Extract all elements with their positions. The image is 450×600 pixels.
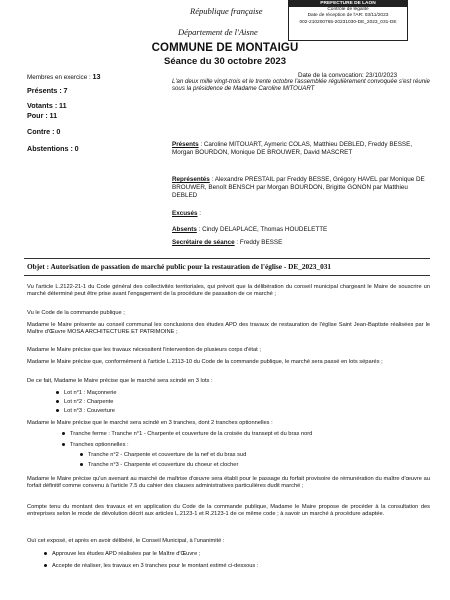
stat-votants-label: Votants : — [27, 101, 58, 110]
stamp-line-3: 002-210200765-20231030-DE_2023_031-DE — [299, 19, 397, 25]
stat-contre-value: 0 — [56, 127, 61, 136]
stat-membres — [27, 72, 100, 81]
absents-line — [172, 226, 432, 234]
stat-pour — [27, 111, 57, 120]
stamp-title: PREFECTURE DE LAON — [289, 0, 407, 7]
bullet-icon — [56, 409, 59, 412]
secretaire-row — [172, 239, 432, 247]
bullet-icon — [44, 552, 47, 555]
tranches-optionnelles-item: Tranches optionnelles : — [62, 442, 129, 448]
paragraph-vu-cgct: Vu l'article L.2122-21-1 du Code général des collectivités territoriales, qui prévoit que la délibération du conseil municipal chargeant le Maire de souscrire un marché déterminé peut être prise avant l'engagement de la procédure de passation de ce marché ; — [27, 284, 430, 297]
commune-title: COMMUNE DE MONTAIGU — [151, 42, 299, 54]
tranche-ferme-item: Tranche ferme : Tranche n°1 - Charpente et couverture de la croisée du transept et du bras nord — [62, 431, 312, 437]
bullet-icon — [80, 453, 83, 456]
absents-list: : Cindy DELAPLACE, Thomas HOUDELETTE — [196, 226, 328, 233]
bullet-icon — [56, 400, 59, 403]
objet-title: Objet : Autorisation de passation de marché public pour la restauration de l'église - DE_2023_031 — [27, 262, 332, 271]
paragraph-vu-code: Vu le Code de la commande publique ; — [27, 310, 125, 316]
paragraph-deliberation: Ouï cet exposé, et après en avoir délibéré, le Conseil Municipal, à l'unanimité : — [27, 538, 225, 544]
paragraph-corps-etat: Madame le Maire précise que les travaux nécessitent l'intervention de plusieurs corps d'état ; — [27, 347, 261, 353]
excuses-line — [172, 210, 432, 218]
stat-abstentions — [27, 144, 79, 153]
absents-heading: Absents — [172, 226, 197, 233]
presents-list: : Caroline MITOUART, Aymeric COLAS, Matthieu DEBLED, Freddy BESSE, Morgan BOURDON, Monique DE BROUWER, David MASCRET — [172, 141, 413, 156]
presents-heading: Présents — [172, 141, 199, 148]
excuses-list: : — [197, 210, 202, 217]
paragraph-etudes-apd: Madame le Maire présente au conseil communal les conclusions des études APD des travaux de restauration de l'église Saint Jean-Baptiste réalisées par le Maître d'Œuvre MOSA ARCHITECTURE ET PATRIMOINE ; — [27, 322, 430, 335]
stamp-line-1: Contrôle de légalité — [327, 7, 369, 12]
bullet-icon — [56, 391, 59, 394]
paragraph-lots-separes: Madame le Maire précise que, conformément à l'article L.2113-10 du Code de la commande publique, le marché sera passé en lots séparés ; — [27, 359, 383, 365]
top-divider — [24, 258, 430, 259]
convocation-date: Date de la convocation: 23/10/2023 — [298, 72, 398, 79]
representes-heading: Représentés — [172, 176, 210, 183]
stat-pour-value: 11 — [49, 111, 58, 120]
bullet-icon — [44, 564, 47, 567]
representes-list: : Alexandre PRESTAIL par Freddy BESSE, Grégory HAVEL par Monique DE BROUWER, Benoît BENSCH par Morgan BOURDON, Brigitte GONON par Matthieu DEBLED — [172, 176, 425, 199]
stat-pour-label: Pour : — [27, 111, 48, 120]
paragraph-trois-lots: De ce fait, Madame le Maire précise que le marché sera scindé en 3 lots : — [27, 378, 213, 384]
paragraph-avenant: Madame le Maire précise qu'un avenant au marché de maîtrise d'œuvre sera établi pour le passage du forfait provisoire de rémunération du maître d'œuvre au forfait définitif comme convenu à l'article 7.5 du cahier des clauses administratives particulières dudit marché ; — [27, 476, 430, 489]
stat-abstentions-value: 0 — [74, 144, 79, 153]
stat-votants — [27, 101, 67, 110]
stat-presents-value: 7 — [63, 86, 68, 95]
secretaire-heading: Secrétaire de séance — [172, 239, 235, 246]
departement-label: Département de l'Aisne — [178, 27, 258, 37]
excuses-heading: Excusés — [172, 210, 198, 217]
stat-contre — [27, 127, 60, 136]
stat-membres-label: Membres en exercice : — [27, 74, 91, 81]
seance-date: Séance du 30 octobre 2023 — [164, 56, 286, 67]
secretaire-name: : Freddy BESSE — [234, 239, 283, 246]
stat-contre-label: Contre : — [27, 127, 55, 136]
bullet-icon — [62, 443, 65, 446]
resolution-item: Approuve les études APD réalisées par le Maître d'Œuvre ; — [44, 551, 200, 557]
stat-votants-value: 11 — [58, 101, 67, 110]
stamp-line-2: Date de réception de l'AR: 03/11/2023 — [307, 13, 389, 19]
paragraph-procedure: Compte tenu du montant des travaux et en application du Code de la commande publique, Madame le Maire propose de procéder à la consultation des entreprises selon le mode de dévolution décrit aux articles L.2123-1 et R.2123-1 de ce même code ; à savoir un marché à procédure adaptée. — [27, 504, 430, 517]
lot-item: Lot n°3 : Couverture — [56, 408, 115, 414]
stat-presents — [27, 86, 68, 95]
lot-item: Lot n°1 : Maçonnerie — [56, 390, 117, 396]
intro-text: L'an deux mille vingt-trois et le trente octobre l'assemblée régulièrement convoquée s'est réunie sous la présidence de Madame Caroline MITOUART — [172, 78, 430, 93]
bullet-icon — [80, 463, 83, 466]
paragraph-trois-tranches: Madame le Maire précise que le marché sera scindé en 3 tranches, dont 2 tranches optionnelles : — [27, 420, 273, 426]
resolution-item: Accepte de réaliser, les travaux en 3 tranches pour le montant estimé ci-dessous : — [44, 563, 258, 569]
presents-line — [172, 141, 432, 157]
tranche-2-item: Tranche n°2 - Charpente et couverture de la nef et du bras sud — [80, 452, 246, 458]
representes-line — [172, 176, 432, 200]
stat-membres-value: 13 — [92, 72, 101, 81]
republique-label: République française — [190, 6, 263, 16]
stat-presents-label: Présents : — [27, 86, 62, 95]
bottom-divider — [24, 275, 430, 276]
bullet-icon — [62, 432, 65, 435]
prefecture-stamp — [288, 0, 408, 41]
tranche-3-item: Tranche n°3 - Charpente et couverture du choeur et clocher — [80, 462, 238, 468]
lot-item: Lot n°2 : Charpente — [56, 399, 113, 405]
stat-abstentions-label: Abstentions : — [27, 144, 73, 153]
